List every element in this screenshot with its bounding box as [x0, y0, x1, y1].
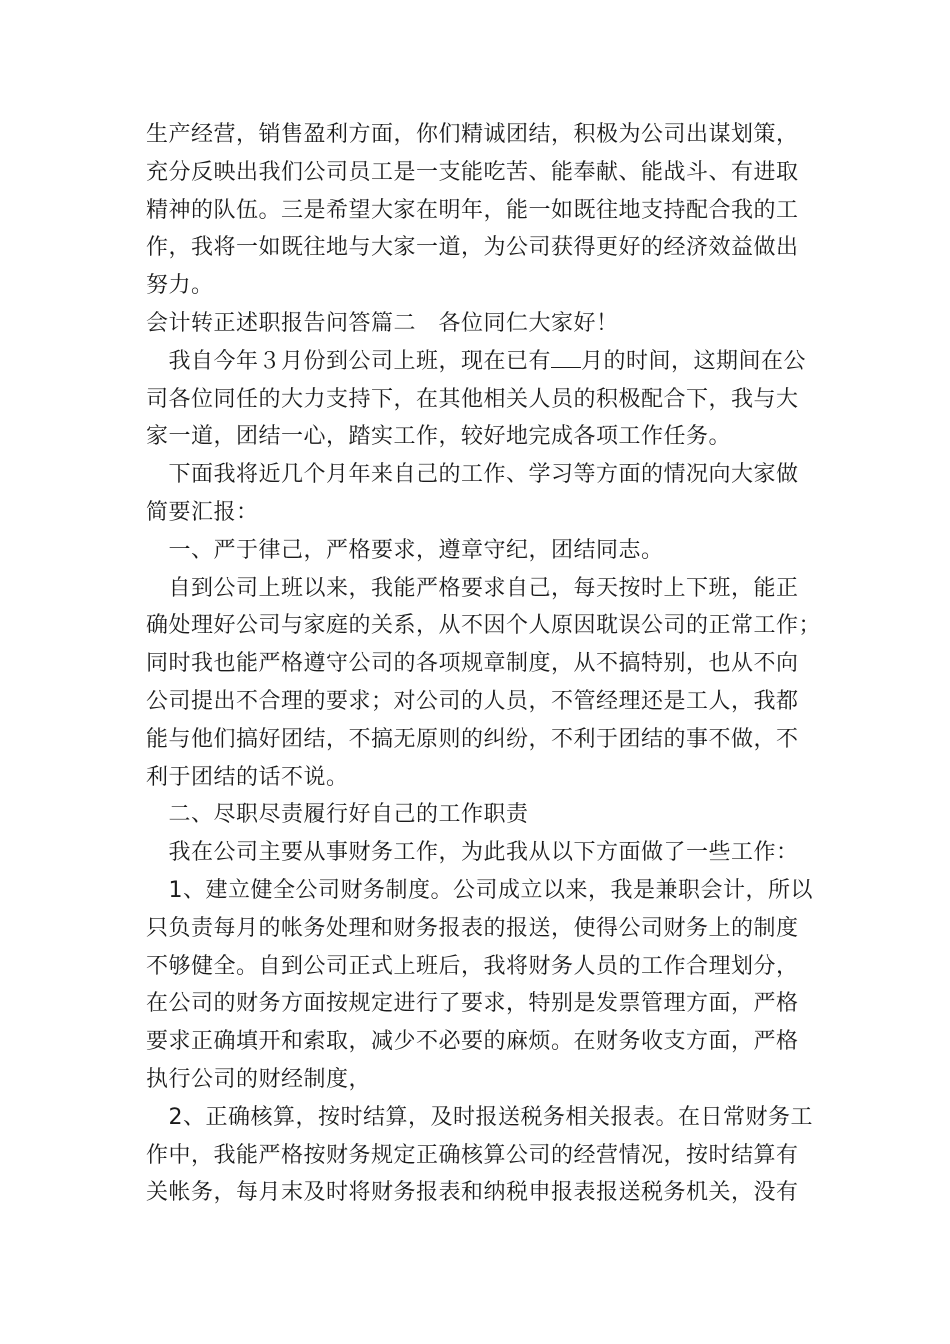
text-line: 能与他们搞好团结，不搞无原则的纠纷，不利于团结的事不做，不 — [146, 726, 799, 752]
text-fragment: 我自今年３月份到公司上班，现在已有 — [146, 348, 552, 374]
text-line: 确处理好公司与家庭的关系，从不因个人原因耽误公司的正常工作； — [146, 613, 822, 639]
text-line: 2、正确核算，按时结算，及时报送税务相关报表。在日常财务工 — [146, 1104, 813, 1130]
text-line: 家一道，团结一心，踏实工作，较好地完成各项工作任务。 — [146, 424, 732, 450]
text-line: 要求正确填开和索取，减少不必要的麻烦。在财务收支方面，严格 — [146, 1029, 799, 1055]
text-line: 1、建立健全公司财务制度。公司成立以来，我是兼职会计，所以 — [146, 877, 813, 903]
text-line: 精神的队伍。三是希望大家在明年，能一如既往地支持配合我的工 — [146, 197, 799, 223]
fill-in-blank — [551, 347, 581, 368]
text-line: 作，我将一如既往地与大家一道，为公司获得更好的经济效益做出 — [146, 235, 799, 261]
text-line: 作中，我能严格按财务规定正确核算公司的经营情况，按时结算有 — [146, 1142, 799, 1168]
text-line: 充分反映出我们公司员工是一支能吃苦、能奉献、能战斗、有进取 — [146, 159, 799, 185]
text-line: 利于团结的话不说。 — [146, 764, 349, 790]
section-heading: 二、尽职尽责履行好自己的工作职责 — [146, 802, 529, 828]
text-line: 自到公司上班以来，我能严格要求自己，每天按时上下班，能正 — [146, 575, 799, 601]
text-line: 关帐务，每月末及时将财务报表和纳税申报表报送税务机关，没有 — [146, 1180, 799, 1206]
section-heading: 一、严于律己，严格要求，遵章守纪，团结同志。 — [146, 537, 664, 563]
text-line: 努力。 — [146, 273, 214, 299]
text-line: 只负责每月的帐务处理和财务报表的报送，使得公司财务上的制度 — [146, 915, 799, 941]
text-fragment: 月的时间，这期间在公 — [581, 348, 807, 374]
text-line: 简要汇报： — [146, 499, 259, 525]
text-line: 司各位同任的大力支持下，在其他相关人员的积极配合下，我与大 — [146, 386, 799, 412]
text-line: 同时我也能严格遵守公司的各项规章制度，从不搞特别，也从不向 — [146, 651, 799, 677]
text-line: 生产经营，销售盈利方面，你们精诚团结，积极为公司出谋划策， — [146, 122, 799, 147]
text-line: 在公司的财务方面按规定进行了要求，特别是发票管理方面，严格 — [146, 991, 799, 1017]
text-line: 下面我将近几个月年来自己的工作、学习等方面的情况向大家做 — [146, 462, 799, 488]
text-line: 不够健全。自到公司正式上班后，我将财务人员的工作合理划分， — [146, 953, 799, 979]
text-line: 我在公司主要从事财务工作，为此我从以下方面做了一些工作： — [146, 840, 799, 866]
document-body — [146, 116, 826, 1212]
text-line: 执行公司的财经制度， — [146, 1066, 372, 1092]
text-line-with-blank — [146, 343, 826, 381]
section-heading: 会计转正述职报告问答篇二 各位同仁大家好！ — [146, 310, 619, 336]
text-line: 公司提出不合理的要求；对公司的人员，不管经理还是工人，我都 — [146, 688, 799, 714]
